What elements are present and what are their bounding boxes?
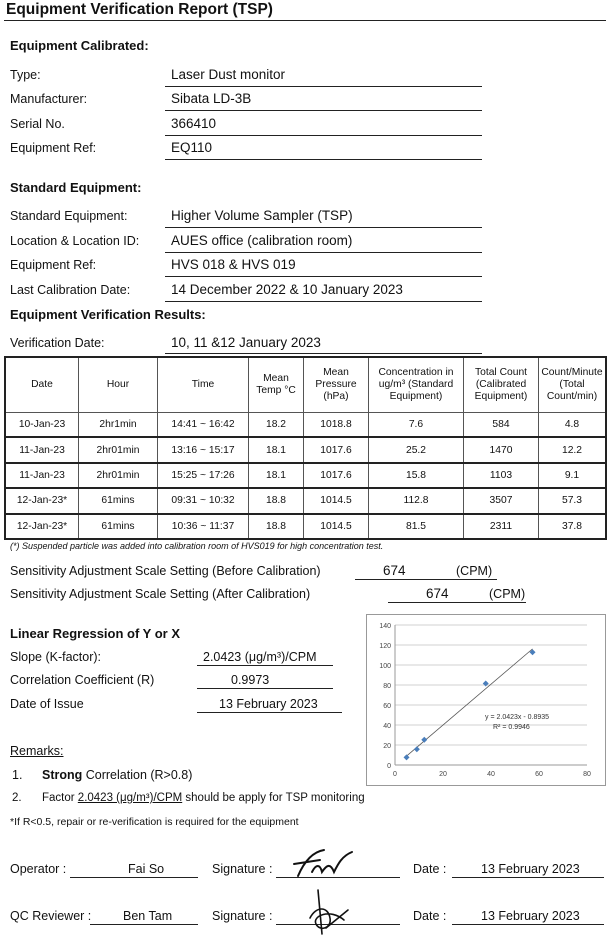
correlation-value: 0.9973	[231, 673, 270, 687]
standard-equipment-value: Higher Volume Sampler (TSP)	[171, 208, 353, 223]
cell-hour: 61mins	[79, 514, 158, 539]
standard-ref-value: HVS 018 & HVS 019	[171, 257, 296, 272]
equipment-ref-value: EQ110	[171, 140, 213, 155]
data-point	[414, 746, 420, 752]
equipment-ref-label: Equipment Ref:	[10, 141, 97, 155]
header-total-count: Total Count (Calibrated Equipment)	[464, 357, 539, 413]
last-calibration-value: 14 December 2022 & 10 January 2023	[171, 282, 403, 297]
y-tick-label: 0	[387, 763, 391, 770]
cell-date: 10-Jan-23	[5, 413, 79, 438]
sensitivity-after-value: 674	[426, 586, 449, 601]
header-mean-temp: Mean Temp °C	[249, 357, 304, 413]
correlation-underline	[197, 688, 333, 689]
page-title: Equipment Verification Report (TSP)	[6, 1, 273, 18]
operator-label: Operator :	[10, 862, 67, 876]
serial-value: 366410	[171, 116, 217, 131]
y-tick-label: 120	[379, 643, 391, 650]
y-tick-label: 20	[383, 743, 391, 750]
cell-total-count: 1470	[464, 437, 539, 462]
data-point	[530, 649, 536, 655]
cell-date: 12-Jan-23*	[5, 514, 79, 539]
header-time: Time	[158, 357, 249, 413]
sensitivity-after-unit: (CPM)	[489, 587, 526, 601]
standard-ref-label: Equipment Ref:	[10, 258, 97, 272]
manufacturer-value: Sibata LD-3B	[171, 91, 252, 106]
reviewer-date-underline	[452, 924, 604, 925]
slope-value: 2.0423 (μg/m³)/CPM	[203, 650, 317, 664]
type-underline	[165, 86, 482, 87]
header-count-per-minute: Count/Minute (Total Count/min)	[539, 357, 607, 413]
manufacturer-label: Manufacturer:	[10, 92, 88, 106]
remark-1-strong: Strong	[42, 768, 83, 782]
location-label: Location & Location ID:	[10, 234, 140, 248]
sensitivity-before-unit: (CPM)	[456, 564, 493, 578]
cell-count-per-minute: 12.2	[539, 437, 607, 462]
operator-date-label: Date :	[413, 862, 447, 876]
reviewer-name: Ben Tam	[123, 909, 173, 923]
sensitivity-before-label: Sensitivity Adjustment Scale Setting (Before Calibration)	[10, 564, 321, 578]
x-tick-label: 20	[439, 771, 447, 778]
data-point	[421, 737, 427, 743]
cell-time: 13:16 ~ 15:17	[158, 437, 249, 462]
operator-name: Fai So	[128, 862, 165, 876]
data-point	[483, 681, 489, 687]
correlation-label: Correlation Coefficient (R)	[10, 673, 155, 687]
cell-total-count: 2311	[464, 514, 539, 539]
location-value: AUES office (calibration room)	[171, 233, 353, 248]
standard-ref-underline	[165, 276, 482, 277]
sensitivity-before-underline	[355, 579, 497, 580]
y-tick-label: 40	[383, 723, 391, 730]
cell-concentration: 112.8	[369, 488, 464, 513]
operator-signature-image	[290, 842, 358, 884]
cell-concentration: 7.6	[369, 413, 464, 438]
cell-mean-pressure: 1014.5	[304, 514, 369, 539]
cell-concentration: 25.2	[369, 437, 464, 462]
reviewer-signature-image	[300, 888, 356, 938]
cell-hour: 61mins	[79, 488, 158, 513]
cell-concentration: 81.5	[369, 514, 464, 539]
standard-equipment-underline	[165, 227, 482, 228]
operator-signature-label: Signature :	[212, 862, 273, 876]
trendline-equation: y = 2.0423x - 0.8935	[485, 714, 550, 721]
reviewer-underline	[90, 924, 198, 925]
remark-2-post: should be apply for TSP monitoring	[182, 792, 365, 804]
slope-label: Slope (K-factor):	[10, 650, 102, 664]
issue-date-underline	[197, 712, 342, 713]
cell-date: 12-Jan-23*	[5, 488, 79, 513]
equipment-ref-underline	[165, 159, 482, 160]
header-date: Date	[5, 357, 79, 413]
table-row	[5, 413, 606, 438]
standard-equipment-label: Standard Equipment:	[10, 209, 128, 223]
remark-1-text	[42, 768, 192, 782]
operator-date-value: 13 February 2023	[481, 862, 580, 876]
slope-underline	[197, 665, 333, 666]
y-tick-label: 140	[379, 623, 391, 630]
cell-hour: 2hr01min	[79, 437, 158, 462]
verification-date-value: 10, 11 &12 January 2023	[171, 335, 321, 350]
cell-mean-temp: 18.8	[249, 488, 304, 513]
results-table	[4, 356, 607, 540]
cell-time: 10:36 ~ 11:37	[158, 514, 249, 539]
serial-label: Serial No.	[10, 117, 65, 131]
location-underline	[165, 252, 482, 253]
chart-svg	[367, 615, 605, 785]
x-tick-label: 60	[535, 771, 543, 778]
standard-heading: Standard Equipment:	[10, 180, 142, 195]
reviewer-date-label: Date :	[413, 909, 447, 923]
cell-mean-pressure: 1017.6	[304, 463, 369, 488]
cell-hour: 2hr1min	[79, 413, 158, 438]
remark-1-rest: Correlation (R>0.8)	[82, 768, 193, 782]
cell-mean-pressure: 1018.8	[304, 413, 369, 438]
cell-count-per-minute: 4.8	[539, 413, 607, 438]
type-value: Laser Dust monitor	[171, 67, 286, 82]
cell-total-count: 584	[464, 413, 539, 438]
reviewer-signature-label: Signature :	[212, 909, 273, 923]
regression-heading: Linear Regression of Y or X	[10, 626, 181, 641]
cell-time: 15:25 ~ 17:26	[158, 463, 249, 488]
manufacturer-underline	[165, 110, 482, 111]
verification-date-underline	[165, 353, 482, 354]
x-tick-label: 40	[487, 771, 495, 778]
cell-mean-temp: 18.2	[249, 413, 304, 438]
issue-date-value: 13 February 2023	[219, 697, 318, 711]
y-tick-label: 60	[383, 703, 391, 710]
header-concentration: Concentration in ug/m³ (Standard Equipment)	[369, 357, 464, 413]
remark-2-pre: Factor	[42, 792, 78, 804]
cell-mean-temp: 18.1	[249, 437, 304, 462]
last-calibration-label: Last Calibration Date:	[10, 283, 131, 297]
cell-count-per-minute: 37.8	[539, 514, 607, 539]
remarks-heading: Remarks:	[10, 744, 64, 758]
regression-chart	[366, 614, 606, 786]
header-hour: Hour	[79, 357, 158, 413]
cell-mean-pressure: 1017.6	[304, 437, 369, 462]
cell-count-per-minute: 9.1	[539, 463, 607, 488]
y-tick-label: 100	[379, 663, 391, 670]
data-point	[404, 754, 410, 760]
cell-concentration: 15.8	[369, 463, 464, 488]
cell-time: 09:31 ~ 10:32	[158, 488, 249, 513]
serial-underline	[165, 135, 482, 136]
operator-date-underline	[452, 877, 604, 878]
cell-date: 11-Jan-23	[5, 463, 79, 488]
calibrated-heading: Equipment Calibrated:	[10, 38, 149, 53]
verification-date-label: Verification Date:	[10, 336, 105, 350]
cell-date: 11-Jan-23	[5, 437, 79, 462]
sensitivity-after-label: Sensitivity Adjustment Scale Setting (After Calibration)	[10, 587, 311, 601]
cell-total-count: 3507	[464, 488, 539, 513]
reviewer-date-value: 13 February 2023	[481, 909, 580, 923]
cell-count-per-minute: 57.3	[539, 488, 607, 513]
remark-1-number: 1.	[12, 768, 23, 782]
x-tick-label: 0	[393, 771, 397, 778]
sensitivity-before-value: 674	[383, 563, 406, 578]
remark-2-text	[42, 792, 365, 804]
table-row	[5, 514, 606, 539]
header-mean-pressure: Mean Pressure (hPa)	[304, 357, 369, 413]
reviewer-label: QC Reviewer :	[10, 909, 92, 923]
cell-total-count: 1103	[464, 463, 539, 488]
type-label: Type:	[10, 68, 41, 82]
cell-time: 14:41 ~ 16:42	[158, 413, 249, 438]
table-header-row	[5, 357, 606, 413]
x-tick-label: 80	[583, 771, 591, 778]
cell-mean-temp: 18.1	[249, 463, 304, 488]
table-row	[5, 463, 606, 488]
remarks-note: *If R<0.5, repair or re-verification is required for the equipment	[10, 816, 299, 828]
operator-underline	[70, 877, 198, 878]
y-tick-label: 80	[383, 683, 391, 690]
table-footnote: (*) Suspended particle was added into calibration room of HVS019 for high concentration test.	[10, 541, 384, 551]
cell-hour: 2hr01min	[79, 463, 158, 488]
results-heading: Equipment Verification Results:	[10, 307, 206, 322]
last-calibration-underline	[165, 301, 482, 302]
cell-mean-temp: 18.8	[249, 514, 304, 539]
cell-mean-pressure: 1014.5	[304, 488, 369, 513]
title-divider	[4, 20, 606, 21]
sensitivity-after-underline	[388, 602, 526, 603]
table-row	[5, 488, 606, 513]
table-row	[5, 437, 606, 462]
remark-2-number: 2.	[12, 792, 22, 804]
remark-2-value: 2.0423 (μg/m³)/CPM	[77, 792, 183, 804]
r-squared-label: R² = 0.9946	[493, 724, 530, 731]
issue-date-label: Date of Issue	[10, 697, 84, 711]
